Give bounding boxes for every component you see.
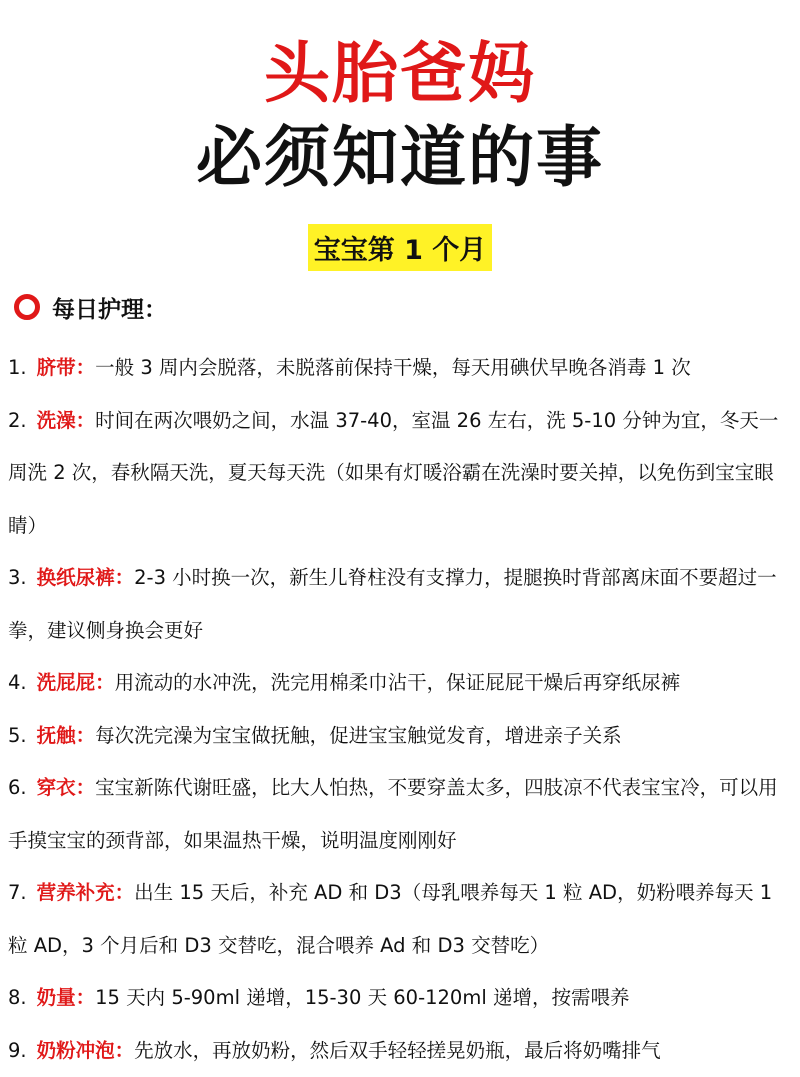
item-number: 1. (8, 356, 27, 379)
item-text: 出生 15 天后，补充 AD 和 D3（母乳喂养每天 1 粒 AD，奶粉喂养每天 1 粒 AD，3 个月后和 D3 交替吃，混合喂养 Ad 和 D3 交替吃） (8, 881, 772, 957)
item-key: 洗屁屁： (37, 671, 115, 694)
item-number: 6. (8, 776, 27, 799)
red-ring-icon (14, 294, 40, 320)
item-number: 3. (8, 566, 27, 589)
item-key: 营养补充： (37, 881, 135, 904)
list-item (8, 657, 793, 710)
item-text: 2-3 小时换一次，新生儿脊柱没有支撑力，提腿换时背部离床面不要超过一拳，建议侧身换会更好 (8, 566, 777, 642)
list-item (8, 342, 793, 395)
list-item (8, 552, 793, 657)
item-number: 8. (8, 986, 27, 1009)
item-text: 每次洗完澡为宝宝做抚触，促进宝宝触觉发育，增进亲子关系 (95, 724, 622, 747)
item-number: 7. (8, 881, 27, 904)
section-heading: 每日护理： (52, 291, 167, 324)
list-item (8, 867, 793, 972)
care-list (8, 342, 793, 1077)
month-badge: 宝宝第 1 个月 (308, 224, 493, 271)
item-text: 宝宝新陈代谢旺盛，比大人怕热，不要穿盖太多，四肢凉不代表宝宝冷，可以用手摸宝宝的颈背部，如果温热干燥，说明温度刚刚好 (8, 776, 778, 852)
section-header (14, 290, 167, 324)
item-text: 15 天内 5-90ml 递增，15-30 天 60-120ml 递增，按需喂养 (95, 986, 629, 1009)
item-number: 9. (8, 1039, 27, 1062)
item-text: 一般 3 周内会脱落，未脱落前保持干燥，每天用碘伏早晚各消毒 1 次 (95, 356, 691, 379)
item-key: 脐带： (37, 356, 96, 379)
item-key: 穿衣： (37, 776, 96, 799)
item-key: 抚触： (37, 724, 96, 747)
item-key: 奶量： (37, 986, 96, 1009)
list-item (8, 395, 793, 553)
badge-container (0, 224, 800, 271)
list-item (8, 1025, 793, 1077)
item-text: 时间在两次喂奶之间，水温 37-40，室温 26 左右，洗 5-10 分钟为宜，冬天一周洗 2 次，春秋隔天洗，夏天每天洗（如果有灯暖浴霸在洗澡时要关掉，以免伤到宝宝眼睛） (8, 409, 778, 537)
list-item (8, 972, 793, 1025)
item-number: 2. (8, 409, 27, 432)
list-item (8, 710, 793, 763)
item-key: 洗澡： (37, 409, 96, 432)
item-number: 4. (8, 671, 27, 694)
list-item (8, 762, 793, 867)
item-key: 换纸尿裤： (37, 566, 135, 589)
item-text: 用流动的水冲洗，洗完用棉柔巾沾干，保证屁屁干燥后再穿纸尿裤 (115, 671, 681, 694)
item-number: 5. (8, 724, 27, 747)
page-title-line2: 必须知道的事 (0, 104, 800, 199)
item-key: 奶粉冲泡： (37, 1039, 135, 1062)
page-title-line1: 头胎爸妈 (0, 20, 800, 115)
item-text: 先放水，再放奶粉，然后双手轻轻搓晃奶瓶，最后将奶嘴排气 (134, 1039, 661, 1062)
